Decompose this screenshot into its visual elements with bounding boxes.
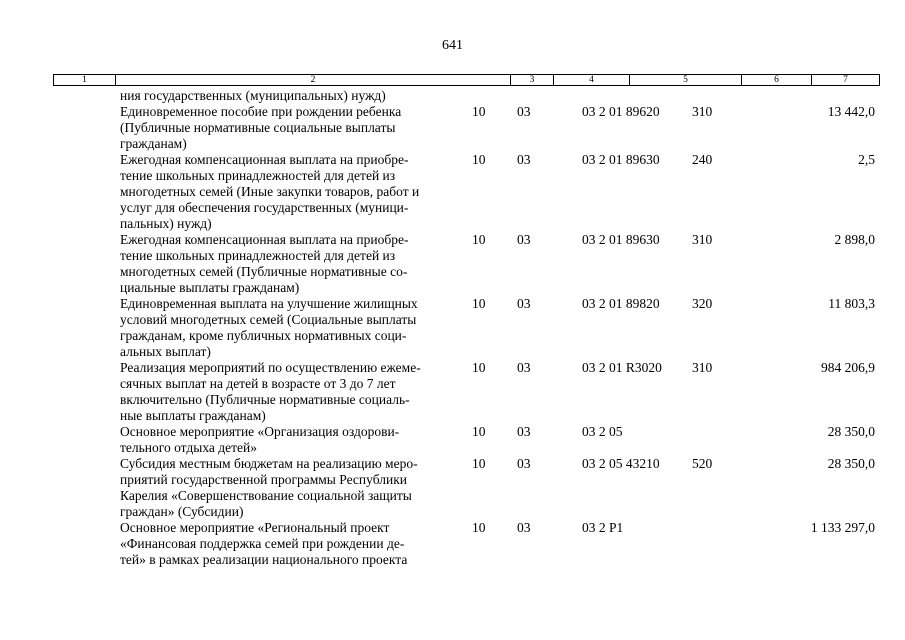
target-article-code: 03 2 05 — [582, 424, 623, 439]
description-line: Субсидия местным бюджетам на реализацию меро- — [120, 456, 418, 471]
table-row — [0, 296, 905, 360]
section-code: 10 — [472, 232, 486, 247]
section-code: 10 — [472, 152, 486, 167]
table-row — [0, 360, 905, 424]
row-description — [120, 296, 460, 360]
target-article-code: 03 2 01 89630 — [582, 152, 660, 167]
header-col-5: 5 — [629, 75, 741, 85]
amount: 2,5 — [858, 152, 875, 167]
description-line: граждан» (Субсидии) — [120, 504, 244, 519]
description-line: многодетных семей (Публичные нормативные со- — [120, 264, 408, 279]
table-row — [0, 104, 905, 152]
description-line: тение школьных принадлежностей для детей из — [120, 248, 396, 263]
table-row — [0, 232, 905, 296]
expense-type-code: 320 — [692, 296, 713, 311]
section-code: 10 — [472, 296, 486, 311]
description-line: услуг для обеспечения государственных (муници- — [120, 200, 409, 215]
table-row — [0, 456, 905, 520]
row-description — [120, 360, 460, 424]
expense-type-code: 240 — [692, 152, 713, 167]
target-article-code: 03 2 05 43210 — [582, 456, 660, 471]
description-line: тей» в рамках реализации национального проекта — [120, 552, 408, 567]
amount: 984 206,9 — [821, 360, 875, 375]
subsection-code: 03 — [517, 520, 531, 535]
header-col-7: 7 — [811, 75, 879, 85]
amount: 1 133 297,0 — [810, 520, 875, 535]
description-line: Основное мероприятие «Региональный проект — [120, 520, 390, 535]
subsection-code: 03 — [517, 104, 531, 119]
description-line: сячных выплат на детей в возрасте от 3 до 7 лет — [120, 376, 396, 391]
amount: 28 350,0 — [827, 424, 875, 439]
subsection-code: 03 — [517, 360, 531, 375]
table-row — [0, 424, 905, 456]
row-description — [120, 456, 460, 520]
subsection-code: 03 — [517, 232, 531, 247]
row-description — [120, 104, 460, 152]
description-line: условий многодетных семей (Социальные выплаты — [120, 312, 417, 327]
table-body — [0, 88, 905, 568]
subsection-code: 03 — [517, 152, 531, 167]
section-code: 10 — [472, 520, 486, 535]
page-number: 641 — [442, 38, 463, 53]
target-article-code: 03 2 01 R3020 — [582, 360, 662, 375]
header-col-4: 4 — [553, 75, 629, 85]
section-code: 10 — [472, 104, 486, 119]
table-row — [0, 152, 905, 232]
section-code: 10 — [472, 424, 486, 439]
description-line: Ежегодная компенсационная выплата на приобре- — [120, 152, 409, 167]
subsection-code: 03 — [517, 424, 531, 439]
expense-type-code: 520 — [692, 456, 713, 471]
header-col-6: 6 — [741, 75, 811, 85]
description-line: ния государственных (муниципальных) нужд) — [120, 88, 386, 103]
description-line: Реализация мероприятий по осуществлению ежеме- — [120, 360, 421, 375]
description-line: ные выплаты гражданам) — [120, 408, 266, 423]
description-line: (Публичные нормативные социальные выплаты — [120, 120, 396, 135]
description-line: пальных) нужд) — [120, 216, 212, 231]
target-article-code: 03 2 01 89620 — [582, 104, 660, 119]
section-code: 10 — [472, 456, 486, 471]
table-row — [0, 88, 905, 104]
table-header-row — [53, 74, 880, 86]
expense-type-code: 310 — [692, 360, 713, 375]
description-line: включительно (Публичные нормативные социаль- — [120, 392, 410, 407]
row-description — [120, 424, 460, 456]
description-line: Единовременное пособие при рождении ребенка — [120, 104, 402, 119]
amount: 28 350,0 — [827, 456, 875, 471]
target-article-code: 03 2 P1 — [582, 520, 624, 535]
description-line: Карелия «Совершенствование социальной защиты — [120, 488, 412, 503]
target-article-code: 03 2 01 89630 — [582, 232, 660, 247]
description-line: тение школьных принадлежностей для детей из — [120, 168, 396, 183]
description-line: гражданам, кроме публичных нормативных соци- — [120, 328, 407, 343]
header-col-3: 3 — [510, 75, 553, 85]
description-line: многодетных семей (Иные закупки товаров, работ и — [120, 184, 420, 199]
row-description — [120, 88, 460, 104]
expense-type-code: 310 — [692, 104, 713, 119]
description-line: Единовременная выплата на улучшение жилищных — [120, 296, 418, 311]
section-code: 10 — [472, 360, 486, 375]
description-line: гражданам) — [120, 136, 187, 151]
subsection-code: 03 — [517, 456, 531, 471]
subsection-code: 03 — [517, 296, 531, 311]
description-line: Основное мероприятие «Организация оздорови- — [120, 424, 400, 439]
description-line: Ежегодная компенсационная выплата на приобре- — [120, 232, 409, 247]
row-description — [120, 152, 460, 232]
amount: 13 442,0 — [827, 104, 875, 119]
expense-type-code: 310 — [692, 232, 713, 247]
row-description — [120, 232, 460, 296]
target-article-code: 03 2 01 89820 — [582, 296, 660, 311]
description-line: приятий государственной программы Республики — [120, 472, 407, 487]
header-col-1: 1 — [82, 75, 87, 85]
table-row — [0, 520, 905, 568]
description-line: «Финансовая поддержка семей при рождении де- — [120, 536, 405, 551]
description-line: тельного отдыха детей» — [120, 440, 257, 455]
amount: 2 898,0 — [834, 232, 875, 247]
description-line: циальные выплаты гражданам) — [120, 280, 300, 295]
amount: 11 803,3 — [828, 296, 875, 311]
row-description — [120, 520, 460, 568]
description-line: альных выплат) — [120, 344, 211, 359]
header-col-2: 2 — [115, 75, 510, 85]
